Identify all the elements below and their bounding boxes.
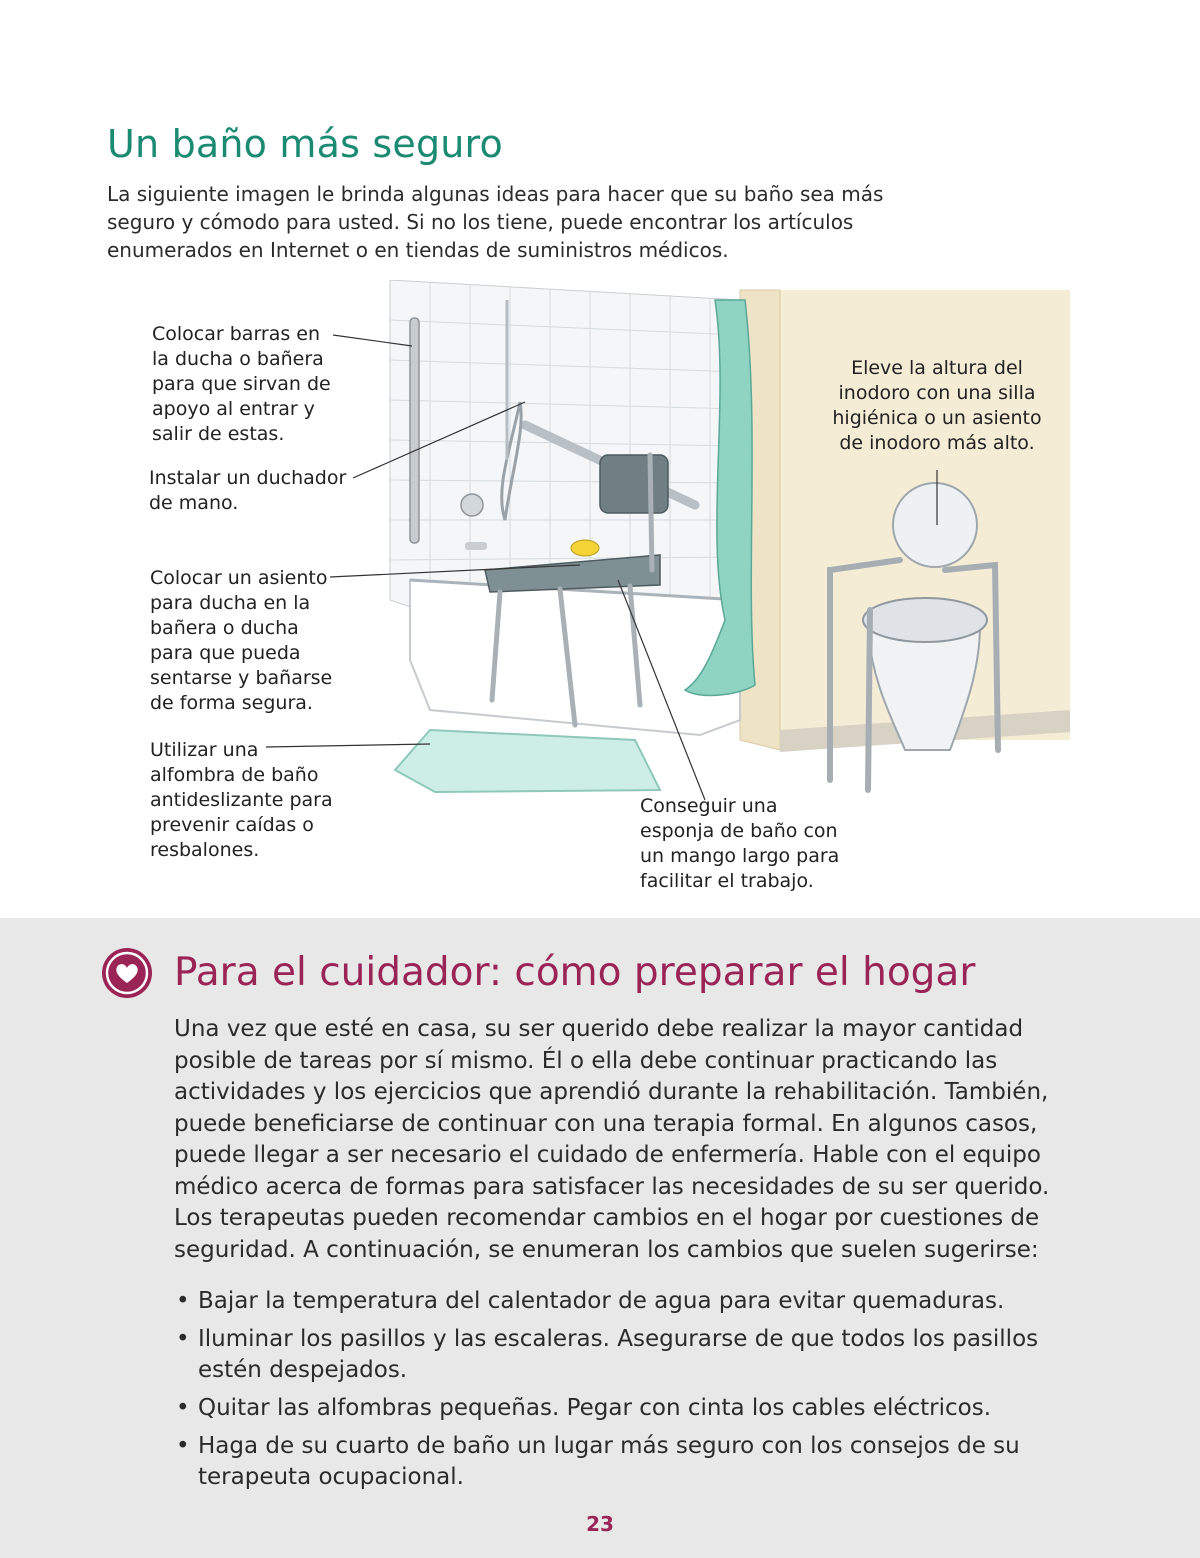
callout-bath-mat: Utilizar una alfombra de baño antideslizante para prevenir caídas o resbalones.	[150, 739, 333, 861]
callout-grab-bars: Colocar barras en la ducha o bañera para que sirvan de apoyo al entrar y salir de estas.	[152, 323, 331, 445]
list-item: • Bajar la temperatura del calentador de agua para evitar quemaduras.	[174, 1286, 1054, 1317]
list-item: • Haga de su cuarto de baño un lugar más seguro con los consejos de su terapeuta ocupacional.	[174, 1431, 1054, 1493]
page-title: Un baño más seguro	[107, 122, 503, 166]
page-number: 23	[586, 1512, 614, 1536]
list-item: • Iluminar los pasillos y las escaleras. Asegurarse de que todos los pasillos estén despejados.	[174, 1324, 1054, 1386]
list-item: • Quitar las alfombras pequeñas. Pegar con cinta los cables eléctricos.	[174, 1393, 1054, 1424]
caregiver-title: Para el cuidador: cómo preparar el hogar	[174, 950, 976, 995]
callout-shower-seat: Colocar un asiento para ducha en la bañera o ducha para que pueda sentarse y bañarse de forma segura.	[150, 567, 333, 714]
heart-icon	[100, 946, 154, 1000]
intro-paragraph: La siguiente imagen le brinda algunas ideas para hacer que su baño sea más seguro y cómodo para usted. Si no los tiene, puede encontrar los artículos enumerados en Internet o en tiendas de suministros médicos.	[107, 182, 884, 262]
tips-list	[174, 1286, 1054, 1500]
callout-hand-shower: Instalar un duchador de mano.	[149, 467, 347, 514]
callout-sponge: Conseguir una esponja de baño con un mango largo para facilitar el trabajo.	[640, 795, 840, 892]
grab-bar-vertical	[410, 318, 419, 543]
caregiver-paragraph: Una vez que esté en casa, su ser querido debe realizar la mayor cantidad posible de tareas por sí mismo. Él o ella debe continuar practicando las actividades y los ejercicios que aprendió durante la rehabilitación. También, puede beneficiarse de continuar con una terapia formal. En algunos casos, puede llegar a ser necesario el cuidado de enfermería. Hable con el equipo médico acerca de formas para satisfacer las necesidades de su ser querido. Los terapeutas pueden recomendar cambios en el hogar por cuestiones de seguridad. A continuación, se enumeran los cambios que suelen sugerirse:	[174, 1016, 1050, 1263]
bath-mat	[395, 730, 660, 792]
callout-toilet: Eleve la altura del inodoro con una silla higiénica o un asiento de inodoro más alto.	[832, 357, 1042, 454]
